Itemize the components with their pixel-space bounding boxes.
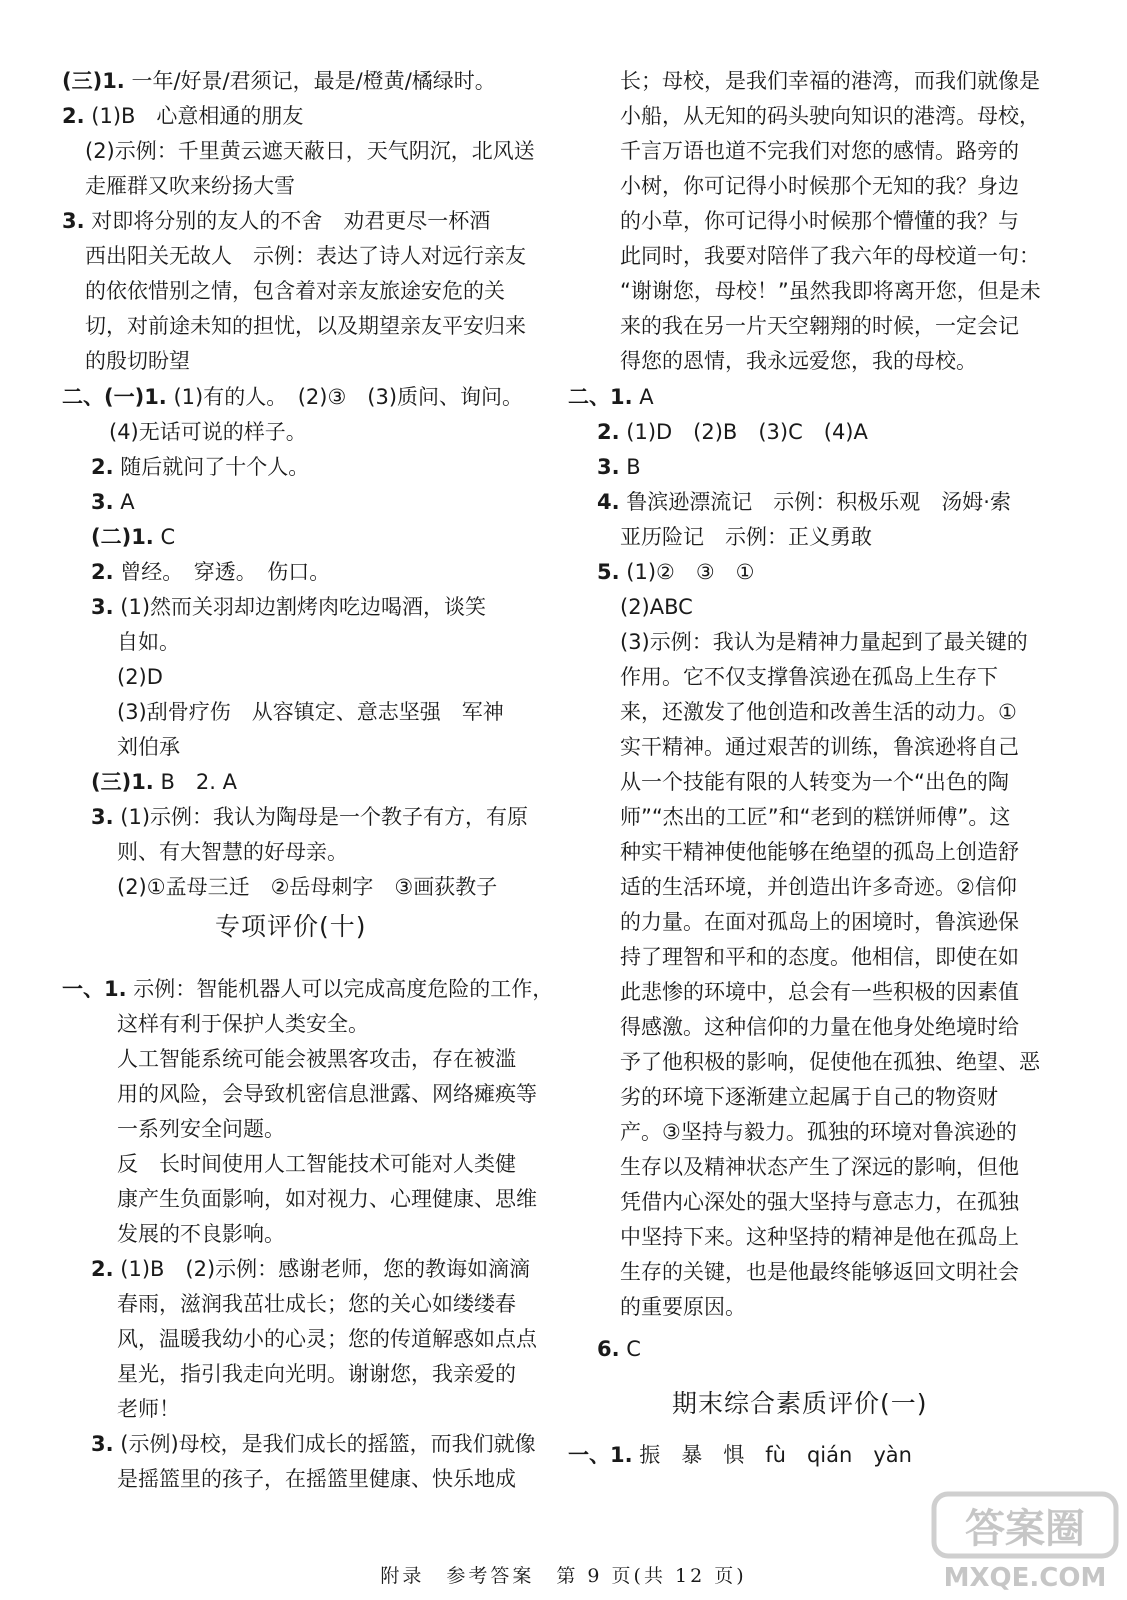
answer-text: (1)有的人。 (2)③ (3)质问、询问。 — [166, 385, 524, 409]
answer-text: 对即将分别的友人的不舍 劝君更尽一杯酒 — [84, 209, 491, 233]
answer-line — [620, 1047, 1040, 1077]
answer-line — [91, 557, 330, 587]
answer-text: 亚历险记 示例：正义勇敢 — [620, 525, 872, 549]
answer-text: (2)ABC — [620, 595, 693, 619]
watermark-graphic — [930, 1486, 1120, 1596]
answer-text: 持了理智和平和的态度。他相信，即使在如 — [620, 945, 1019, 969]
answer-line — [117, 1114, 285, 1144]
answer-text: (1)示例：我认为陶母是一个教子有方，有原 — [113, 805, 529, 829]
answer-text: 的依依惜别之情，包含着对亲友旅途安危的关 — [85, 279, 505, 303]
section-title: 期末综合素质评价(一) — [672, 1389, 928, 1418]
answer-text: 小船，从无知的码头驶向知识的港湾。母校， — [620, 104, 1040, 128]
answer-text: 是摇篮里的孩子，在摇篮里健康、快乐地成 — [117, 1467, 516, 1491]
answer-line — [568, 382, 654, 412]
answer-line — [85, 311, 526, 341]
answer-line — [620, 171, 1019, 201]
answer-line — [620, 872, 1017, 902]
answer-text: 长；母校，是我们幸福的港湾，而我们就像是 — [620, 69, 1040, 93]
question-number: 一、1. — [62, 977, 127, 1001]
answer-line — [620, 697, 1017, 727]
answer-text: 劣的环境下逐渐建立起属于自己的物资财 — [620, 1085, 998, 1109]
answer-line — [117, 1324, 537, 1354]
question-number: 6. — [597, 1337, 620, 1361]
answer-line — [117, 1464, 516, 1494]
answer-line — [620, 977, 1019, 1007]
answer-line — [568, 1440, 912, 1470]
question-number: 2. — [91, 560, 114, 584]
answer-line — [117, 1219, 285, 1249]
answer-line — [620, 1292, 746, 1322]
answer-text: “谢谢您，母校！”虽然我即将离开您，但是未 — [620, 279, 1041, 303]
answer-text: 鲁滨逊漂流记 示例：积极乐观 汤姆·索 — [619, 490, 1011, 514]
answer-text: 这样有利于保护人类安全。 — [117, 1012, 369, 1036]
answer-text: 凭借内心深处的强大坚持与意志力，在孤独 — [620, 1190, 1019, 1214]
answer-text: 康产生负面影响，如对视力、心理健康、思维 — [117, 1187, 537, 1211]
question-number: 4. — [597, 490, 620, 514]
answer-line — [117, 837, 348, 867]
answer-text: 生存以及精神状态产生了深远的影响，但他 — [620, 1155, 1019, 1179]
question-number: 5. — [597, 560, 620, 584]
answer-text: 自如。 — [117, 630, 180, 654]
answer-text: 一系列安全问题。 — [117, 1117, 285, 1141]
answer-line — [62, 66, 496, 96]
answer-line — [85, 136, 535, 166]
answer-text: 千言万语也道不完我们对您的感情。路旁的 — [620, 139, 1019, 163]
answer-text: 一年/好景/君须记，最是/橙黄/橘绿时。 — [124, 69, 496, 93]
answer-line — [117, 1394, 180, 1424]
answer-line — [620, 1082, 998, 1112]
answer-line — [117, 732, 180, 762]
answer-text: 适的生活环境，并创造出许多奇迹。②信仰 — [620, 875, 1017, 899]
answer-text: 得您的恩情，我永远爱您，我的母校。 — [620, 349, 977, 373]
answer-text: 西出阳关无故人 示例：表达了诗人对远行亲友 — [85, 244, 526, 268]
answer-text: 振 暴 惧 fù qián yàn — [632, 1443, 912, 1467]
answer-line — [597, 487, 1011, 517]
answer-line — [117, 1149, 516, 1179]
answer-line — [620, 837, 1019, 867]
answer-line — [597, 1334, 641, 1364]
answer-text: 反 长时间使用人工智能技术可能对人类健 — [117, 1152, 516, 1176]
question-number: 2. — [62, 104, 85, 128]
watermark-line2: MXQE.COM — [943, 1563, 1107, 1593]
answer-line — [620, 767, 1009, 797]
question-number: 2. — [597, 420, 620, 444]
answer-text: 师”“杰出的工匠”和“老到的糕饼师傅”。这 — [620, 805, 1011, 829]
answer-line — [85, 171, 295, 201]
answer-text: (2)D — [117, 665, 163, 689]
answer-line — [620, 1152, 1019, 1182]
answer-text: 春雨，滋润我茁壮成长；您的关心如缕缕春 — [117, 1292, 516, 1316]
answer-line — [91, 767, 237, 797]
answer-text: 实干精神。通过艰苦的训练，鲁滨逊将自己 — [620, 735, 1019, 759]
answer-text: 老师！ — [117, 1397, 180, 1421]
answer-line — [91, 1429, 536, 1459]
answer-text: 来的我在另一片天空翱翔的时候，一定会记 — [620, 314, 1019, 338]
answer-line — [620, 276, 1041, 306]
answer-line — [620, 522, 872, 552]
answer-line — [91, 452, 309, 482]
answer-line — [117, 1044, 516, 1074]
question-number: 3. — [91, 595, 114, 619]
answer-text: (2)示例：千里黄云遮天蔽日，天气阴沉，北风送 — [85, 139, 535, 163]
answer-text: 从一个技能有限的人转变为一个“出色的陶 — [620, 770, 1009, 794]
page-footer: 附录 参考答案 第 9 页(共 12 页) — [380, 1565, 747, 1587]
answer-text: 星光，指引我走向光明。谢谢您，我亲爱的 — [117, 1362, 516, 1386]
answer-text: 的重要原因。 — [620, 1295, 746, 1319]
answer-text: 的殷切盼望 — [85, 349, 190, 373]
answer-text: 得感激。这种信仰的力量在他身处绝境时给 — [620, 1015, 1019, 1039]
answer-line — [620, 136, 1019, 166]
section-title: 专项评价(十) — [215, 912, 367, 941]
question-number: 3. — [91, 805, 114, 829]
answer-text: 予了他积极的影响，促使他在孤独、绝望、恶 — [620, 1050, 1040, 1074]
answer-text: (1)B 心意相通的朋友 — [84, 104, 304, 128]
answer-line — [597, 557, 755, 587]
answer-line — [620, 1012, 1019, 1042]
answer-text: B — [619, 455, 641, 479]
question-number: 3. — [597, 455, 620, 479]
answer-line — [62, 101, 303, 131]
answer-text: 生存的关键，也是他最终能够返回文明社会 — [620, 1260, 1019, 1284]
answer-text: (1)② ③ ① — [619, 560, 755, 584]
answer-text: 切，对前途未知的担忧，以及期望亲友平安归来 — [85, 314, 526, 338]
answer-text: 则、有大智慧的好母亲。 — [117, 840, 348, 864]
watermark-line1: 答案圈 — [965, 1506, 1085, 1552]
answer-line — [91, 802, 528, 832]
answer-line — [620, 1222, 1019, 1252]
watermark-logo — [930, 1486, 1120, 1596]
answer-text: (示例)母校，是我们成长的摇篮，而我们就像 — [113, 1432, 536, 1456]
answer-text: 的力量。在面对孤岛上的困境时，鲁滨逊保 — [620, 910, 1019, 934]
answer-text: (1)B (2)示例：感谢老师，您的教诲如滴滴 — [113, 1257, 531, 1281]
answer-text: (2)①孟母三迁 ②岳母刺字 ③画荻教子 — [117, 875, 498, 899]
answer-line — [620, 206, 1019, 236]
answer-line — [85, 241, 526, 271]
answer-text: 此悲惨的环境中，总会有一些积极的因素值 — [620, 980, 1019, 1004]
answer-text: 风，温暖我幼小的心灵；您的传道解惑如点点 — [117, 1327, 537, 1351]
answer-text: 小树，你可记得小时候那个无知的我？身边 — [620, 174, 1019, 198]
answer-text: 示例：智能机器人可以完成高度危险的工作， — [126, 977, 554, 1001]
answer-line — [620, 802, 1010, 832]
answer-line — [91, 487, 135, 517]
answer-line — [620, 942, 1019, 972]
question-number: 二、(一)1. — [62, 385, 167, 409]
answer-line — [620, 627, 1028, 657]
answer-line — [620, 907, 1019, 937]
answer-line — [117, 627, 180, 657]
answer-line — [109, 417, 307, 447]
answer-line — [620, 592, 693, 622]
answer-line — [620, 101, 1040, 131]
answer-text: 发展的不良影响。 — [117, 1222, 285, 1246]
answer-line — [117, 1359, 516, 1389]
question-number: 二、1. — [568, 385, 633, 409]
question-number: (二)1. — [91, 525, 154, 549]
answer-line — [117, 872, 497, 902]
answer-text: C — [153, 525, 176, 549]
answer-line — [117, 1289, 516, 1319]
answer-line — [117, 662, 163, 692]
answer-text: 的小草，你可记得小时候那个懵懂的我？与 — [620, 209, 1019, 233]
answer-line — [91, 522, 175, 552]
answer-line — [117, 1079, 537, 1109]
answer-text: 中坚持下来。这种坚持的精神是他在孤岛上 — [620, 1225, 1019, 1249]
answer-text: 产。③坚持与毅力。孤独的环境对鲁滨逊的 — [620, 1120, 1017, 1144]
answer-text: 人工智能系统可能会被黑客攻击，存在被滥 — [117, 1047, 516, 1071]
answer-text: A — [632, 385, 654, 409]
answer-text: (4)无话可说的样子。 — [109, 420, 307, 444]
answer-text: A — [113, 490, 135, 514]
question-number: (三)1. — [62, 69, 125, 93]
answer-text: 走雁群又吹来纷扬大雪 — [85, 174, 295, 198]
answer-text: (3)示例：我认为是精神力量起到了最关键的 — [620, 630, 1028, 654]
answer-text: 随后就问了十个人。 — [113, 455, 310, 479]
answer-text: 作用。它不仅支撑鲁滨逊在孤岛上生存下 — [620, 665, 998, 689]
question-number: 3. — [91, 1432, 114, 1456]
answer-text: 曾经。 穿透。 伤口。 — [113, 560, 331, 584]
answer-text: 此同时，我要对陪伴了我六年的母校道一句： — [620, 244, 1040, 268]
question-number: (三)1. — [91, 770, 154, 794]
answer-line — [620, 1117, 1017, 1147]
answer-line — [117, 1009, 369, 1039]
answer-line — [620, 1187, 1019, 1217]
question-number: 3. — [62, 209, 85, 233]
answer-line — [620, 346, 977, 376]
answer-line — [91, 592, 486, 622]
answer-line — [85, 276, 505, 306]
answer-text: (3)刮骨疗伤 从容镇定、意志坚强 军神 — [117, 700, 504, 724]
answer-text: C — [619, 1337, 641, 1361]
answer-line — [91, 1254, 530, 1284]
answer-line — [620, 311, 1019, 341]
answer-line — [597, 452, 641, 482]
answer-line — [62, 206, 490, 236]
question-number: 一、1. — [568, 1443, 633, 1467]
answer-text: B 2. A — [153, 770, 237, 794]
answer-line — [117, 1184, 537, 1214]
answer-line — [620, 732, 1019, 762]
question-number: 2. — [91, 455, 114, 479]
answer-line — [597, 417, 868, 447]
answer-text: 用的风险，会导致机密信息泄露、网络瘫痪等 — [117, 1082, 537, 1106]
question-number: 2. — [91, 1257, 114, 1281]
answer-text: 刘伯承 — [117, 735, 180, 759]
answer-line — [620, 241, 1040, 271]
answer-line — [62, 974, 553, 1004]
answer-text: (1)D (2)B (3)C (4)A — [619, 420, 868, 444]
answer-line — [620, 66, 1040, 96]
answer-line — [620, 662, 998, 692]
question-number: 3. — [91, 490, 114, 514]
answer-text: 种实干精神使他能够在绝望的孤岛上创造舒 — [620, 840, 1019, 864]
answer-line — [62, 382, 523, 412]
answer-line — [85, 346, 190, 376]
answer-text: 来，还激发了他创造和改善生活的动力。① — [620, 700, 1017, 724]
answer-line — [117, 697, 504, 727]
answer-line — [620, 1257, 1019, 1287]
answer-text: (1)然而关羽却边割烤肉吃边喝酒，谈笑 — [113, 595, 487, 619]
